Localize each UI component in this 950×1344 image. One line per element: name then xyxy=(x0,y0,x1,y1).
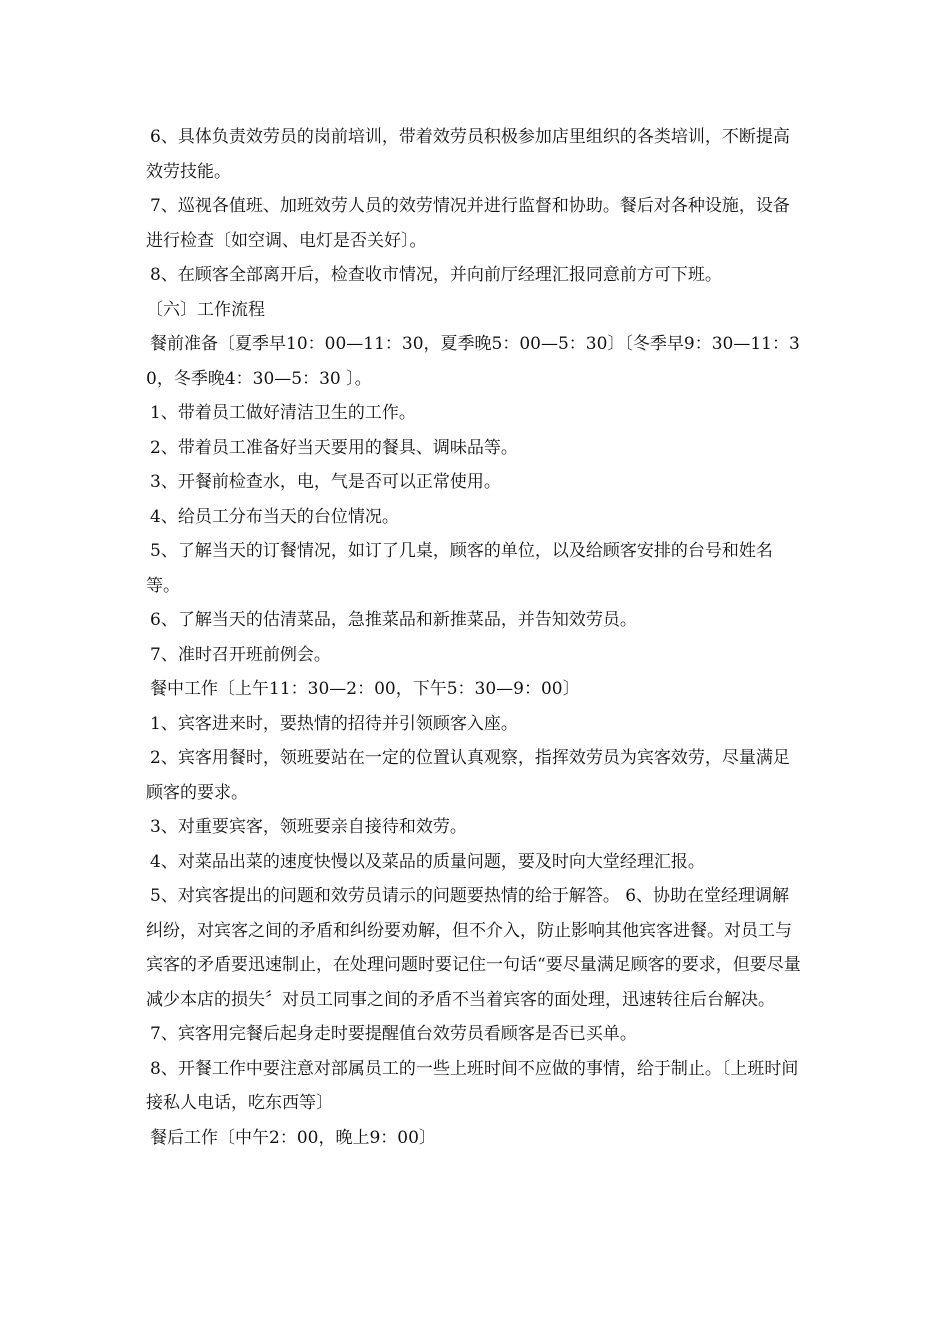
paragraph-pre-meal-3: 3、开餐前检查水，电，气是否可以正常使用。 xyxy=(150,472,501,492)
subheading-pre-meal: 餐前准备〔夏季早10：00—11：30，夏季晚5：00—5：30〕〔冬季早9：30—11：30，冬季晚4：30—5：30 〕。 xyxy=(146,334,800,389)
paragraph-during-meal-1: 1、宾客进来时，要热情的招待并引领顾客入座。 xyxy=(150,713,518,734)
paragraph-pre-meal-4: 4、给员工分布当天的台位情况。 xyxy=(150,506,399,527)
paragraph-duty-7: 7、巡视各值班、加班效劳人员的效劳情况并进行监督和协助。餐后对各种设施，设备进行检查〔如空调、电灯是否关好〕。 xyxy=(146,196,790,251)
paragraph-duty-8: 8、在顾客全部离开后，检查收市情况，并向前厅经理汇报同意前方可下班。 xyxy=(150,265,722,285)
section-heading-workflow: 〔六〕工作流程 xyxy=(146,299,265,320)
paragraph-duty-6: 6、具体负责效劳员的岗前培训，带着效劳员积极参加店里组织的各类培训，不断提高效劳技能。 xyxy=(146,127,790,182)
paragraph-pre-meal-7: 7、准时召开班前例会。 xyxy=(150,644,331,665)
paragraph-during-meal-3: 3、对重要宾客，领班要亲自接待和效劳。 xyxy=(150,817,467,837)
paragraph-during-meal-7: 7、宾客用完餐后起身走时要提醒值台效劳员看顾客是否已买单。 xyxy=(150,1024,637,1044)
paragraph-pre-meal-1: 1、带着员工做好清洁卫生的工作。 xyxy=(150,403,416,423)
paragraph-pre-meal-5: 5、了解当天的订餐情况，如订了几桌，顾客的单位，以及给顾客安排的台号和姓名等。 xyxy=(146,541,773,596)
paragraph-during-meal-8: 8、开餐工作中要注意对部属员工的一些上班时间不应做的事情，给于制止。〔上班时间接私人电话，吃东西等〕 xyxy=(146,1058,799,1113)
paragraph-during-meal-2: 2、宾客用餐时，领班要站在一定的位置认真观察，指挥效劳员为宾客效劳，尽量满足顾客的要求。 xyxy=(146,748,790,803)
paragraph-during-meal-4: 4、对菜品出菜的速度快慢以及菜品的质量问题，要及时向大堂经理汇报。 xyxy=(150,851,705,872)
paragraph-pre-meal-2: 2、带着员工准备好当天要用的餐具、调味品等。 xyxy=(150,437,518,458)
subheading-during-meal: 餐中工作〔上午11：30—2：00，下午5：30—9：00〕 xyxy=(150,679,580,699)
paragraph-during-meal-5-6: 5、对宾客提出的问题和效劳员请示的问题要热情的给于解答。 6、协助在堂经理调解纠纷，对宾客之间的矛盾和纠纷要劝解，但不介入，防止影响其他宾客进餐。对员工与宾客的矛盾要迅速制止，在处理问题时要记住一句话“要尽量满足顾客的要求，但要尽量减少本店的损失〞对员工同事之间的矛盾不当着宾客的面处理，迅速转往后台解决。 xyxy=(146,886,801,1010)
subheading-post-meal: 餐后工作〔中午2：00，晚上9：00〕 xyxy=(150,1127,436,1148)
paragraph-pre-meal-6: 6、了解当天的估清菜品，急推菜品和新推菜品，并告知效劳员。 xyxy=(150,610,637,630)
document-body xyxy=(146,120,806,1155)
